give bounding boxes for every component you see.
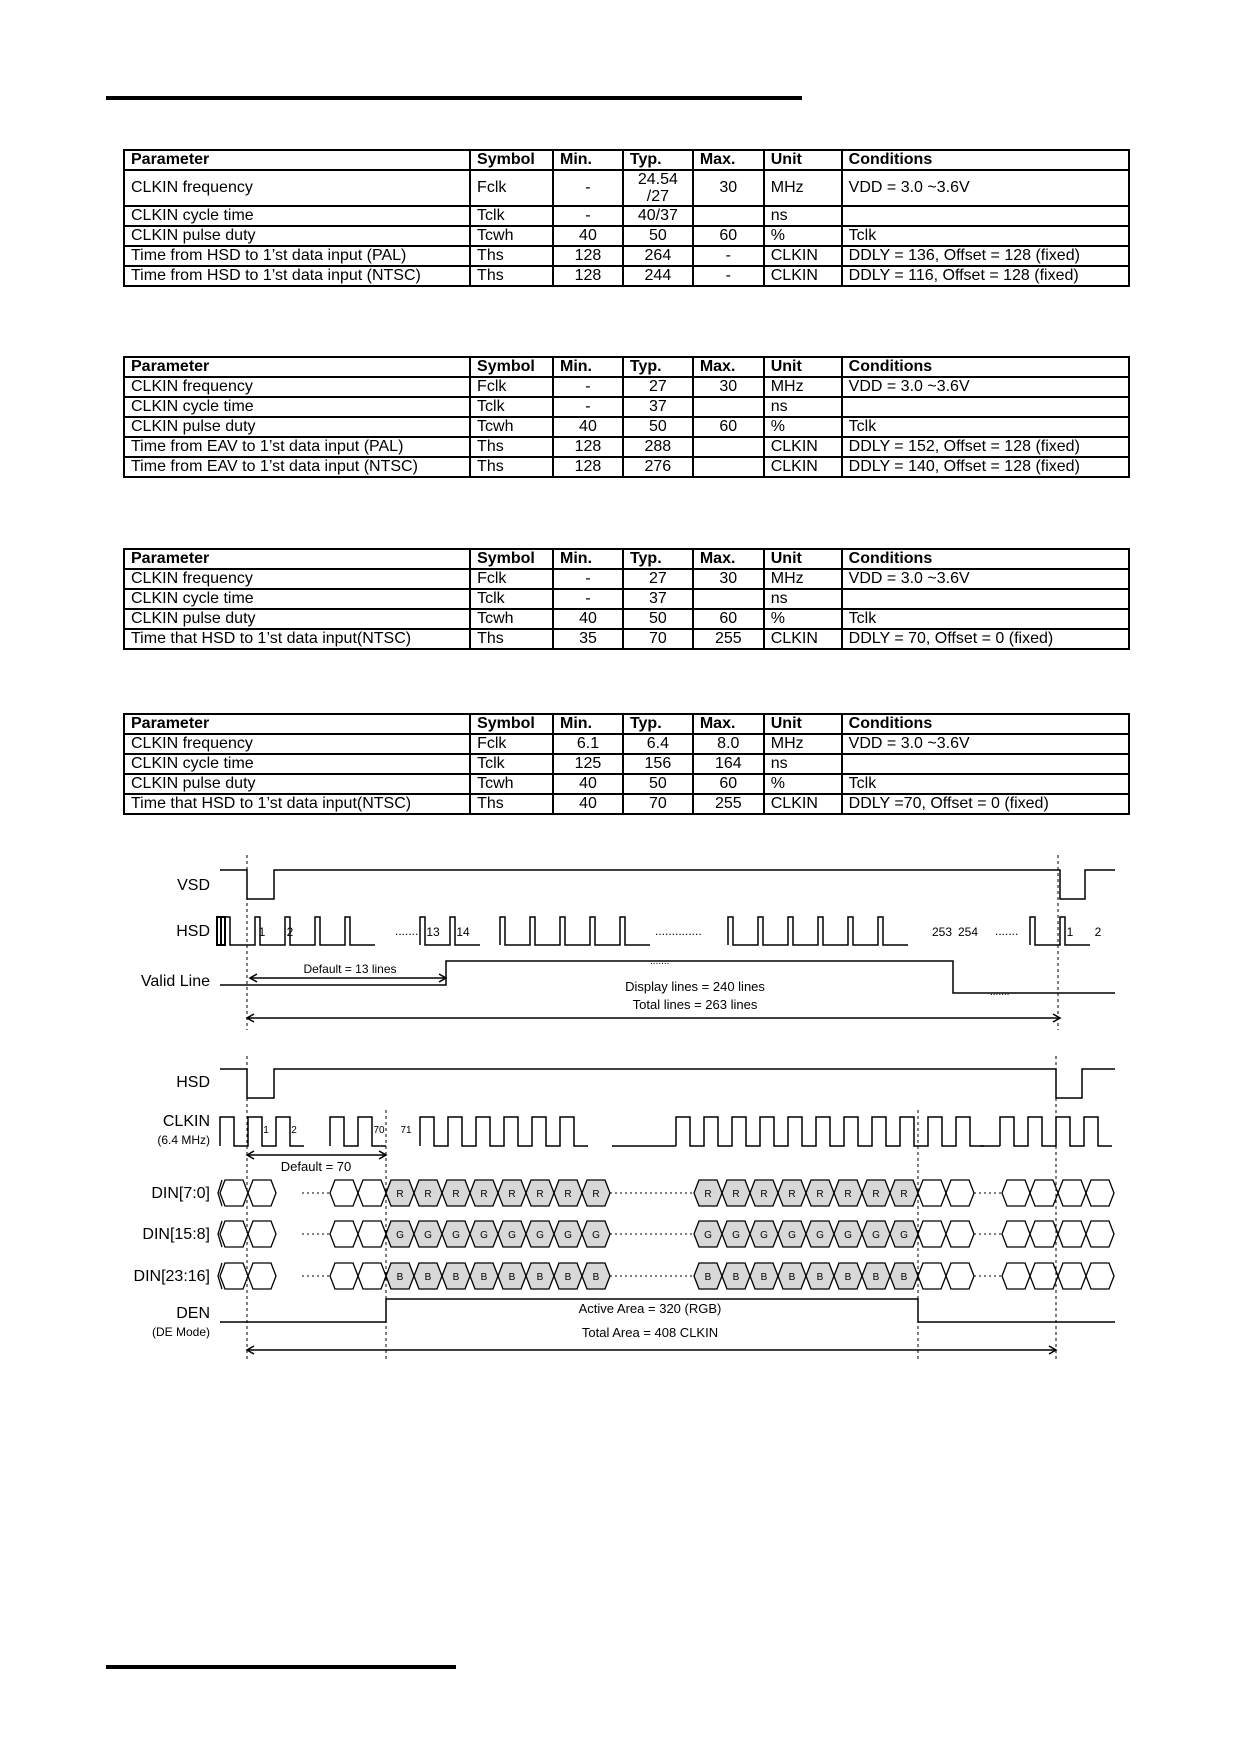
table-cell: Time from EAV to 1’st data input (NTSC)	[124, 457, 470, 477]
table-cell: 30	[693, 569, 764, 589]
din-23-16-byte-label: B	[872, 1272, 880, 1283]
table-cell: DDLY = 152, Offset = 128 (fixed)	[842, 437, 1129, 457]
hsd-waveform	[220, 1069, 1115, 1098]
column-header: Parameter	[124, 714, 470, 734]
hsd-pulse-number: 1	[258, 925, 266, 939]
column-header: Unit	[764, 357, 842, 377]
din-23-16-data-byte	[1086, 1263, 1114, 1289]
column-header: Conditions	[842, 150, 1129, 170]
table-cell: Tclk	[842, 609, 1129, 629]
table-cell: ns	[764, 206, 842, 226]
din-23-16-data-byte	[1058, 1263, 1086, 1289]
hsd-pulse-number: 14	[456, 925, 470, 939]
din-23-16-byte-label: B	[452, 1272, 460, 1283]
din-7-0-byte-label: R	[872, 1189, 880, 1200]
din-23-16-byte-label: B	[480, 1272, 488, 1283]
din-15-8-data-byte	[1058, 1221, 1086, 1247]
table-cell: Tclk	[842, 226, 1129, 246]
table-cell: %	[764, 609, 842, 629]
table-cell: VDD = 3.0 ~3.6V	[842, 734, 1129, 754]
din-23-16-data-byte	[1030, 1263, 1058, 1289]
table-cell: DDLY =70, Offset = 0 (fixed)	[842, 794, 1129, 814]
table-cell: 6.1	[553, 734, 623, 754]
table-cell: 128	[553, 437, 623, 457]
table-cell: 125	[553, 754, 623, 774]
din-23-16-byte-label: B	[424, 1272, 432, 1283]
table-cell: 70	[623, 794, 693, 814]
din-15-8-data-byte	[220, 1221, 248, 1247]
din-7-0-byte-label: R	[732, 1189, 740, 1200]
din-23-16-data-byte	[358, 1263, 386, 1289]
din-15-8-data-byte	[358, 1221, 386, 1247]
column-header: Unit	[764, 714, 842, 734]
column-header: Conditions	[842, 549, 1129, 569]
column-header: Parameter	[124, 357, 470, 377]
clkin-waveform	[420, 1117, 588, 1146]
table-cell: CLKIN	[764, 437, 842, 457]
din-7-0-byte-label: R	[508, 1189, 516, 1200]
column-header: Conditions	[842, 357, 1129, 377]
table-cell: 156	[623, 754, 693, 774]
hsd-waveform	[1030, 917, 1090, 945]
table-cell: 60	[693, 226, 764, 246]
table-cell: 255	[693, 629, 764, 649]
din-15-8-data-byte	[1030, 1221, 1058, 1247]
column-header: Min.	[553, 714, 623, 734]
table-cell: 264	[623, 246, 693, 266]
table-cell: 27	[623, 569, 693, 589]
din-7-0-data-byte	[1030, 1180, 1058, 1206]
table-cell: CLKIN	[764, 629, 842, 649]
table-cell: Time from HSD to 1’st data input (NTSC)	[124, 266, 470, 286]
column-header: Max.	[693, 549, 764, 569]
din-7-0-data-byte	[330, 1180, 358, 1206]
din-15-8-data-byte	[1002, 1221, 1030, 1247]
din-23-16-data-byte	[330, 1263, 358, 1289]
table-cell: 50	[623, 226, 693, 246]
din-23-16-byte-label: B	[844, 1272, 852, 1283]
table-cell: 60	[693, 774, 764, 794]
table-cell: VDD = 3.0 ~3.6V	[842, 377, 1129, 397]
table-cell: -	[553, 569, 623, 589]
horizontal-timing-diagram	[134, 1056, 1115, 1360]
table-cell: 8.0	[693, 734, 764, 754]
din-23-16-label: DIN[23:16]	[133, 1268, 210, 1285]
table-cell: Tclk	[842, 774, 1129, 794]
table-cell: Ths	[470, 629, 553, 649]
table-cell: 30	[693, 170, 764, 206]
din-23-16-data-byte	[1002, 1263, 1030, 1289]
column-header: Min.	[553, 150, 623, 170]
clkin-pulse-number: 70	[373, 1125, 385, 1136]
column-header: Min.	[553, 357, 623, 377]
den-label: DEN	[176, 1305, 210, 1322]
table-cell: 164	[693, 754, 764, 774]
clkin-frequency-label: (6.4 MHz)	[157, 1133, 210, 1147]
table-cell: 40	[553, 774, 623, 794]
table-cell: CLKIN frequency	[124, 569, 470, 589]
din-15-8-byte-label: G	[508, 1230, 516, 1241]
table-cell: 30	[693, 377, 764, 397]
column-header: Symbol	[470, 714, 553, 734]
table-cell: CLKIN frequency	[124, 377, 470, 397]
hsd-pulse-number: 2	[286, 925, 294, 939]
table-cell: 50	[623, 774, 693, 794]
din-7-0-byte-label: R	[592, 1189, 600, 1200]
din-7-0-data-byte	[918, 1180, 946, 1206]
table-cell: 40	[553, 417, 623, 437]
table-cell: Tclk	[470, 397, 553, 417]
table-cell: 128	[553, 246, 623, 266]
table-cell: CLKIN	[764, 246, 842, 266]
din-7-0-byte-label: R	[704, 1189, 712, 1200]
table-cell: MHz	[764, 170, 842, 206]
din-15-8-data-byte	[918, 1221, 946, 1247]
clkin-waveform	[676, 1117, 984, 1146]
table-cell: 288	[623, 437, 693, 457]
total-area-label: Total Area = 408 CLKIN	[581, 1325, 719, 1340]
table-cell: Tcwh	[470, 609, 553, 629]
din-23-16-byte-label: B	[816, 1272, 824, 1283]
hsd-pulse-number: 253	[931, 925, 953, 939]
din-15-8-data-byte	[248, 1221, 276, 1247]
column-header: Parameter	[124, 150, 470, 170]
column-header: Typ.	[623, 150, 693, 170]
din-7-0-byte-label: R	[424, 1189, 432, 1200]
table-cell: 60	[693, 417, 764, 437]
table-cell: Time that HSD to 1’st data input(NTSC)	[124, 794, 470, 814]
din-23-16-byte-label: B	[564, 1272, 572, 1283]
column-header: Typ.	[623, 714, 693, 734]
table-cell: Fclk	[470, 569, 553, 589]
din-23-16-byte-label: B	[788, 1272, 796, 1283]
table-cell: -	[693, 266, 764, 286]
table-cell: MHz	[764, 377, 842, 397]
table-cell: DDLY = 136, Offset = 128 (fixed)	[842, 246, 1129, 266]
table-cell: DDLY = 70, Offset = 0 (fixed)	[842, 629, 1129, 649]
table-cell: %	[764, 417, 842, 437]
table-cell: Ths	[470, 457, 553, 477]
din-15-8-byte-label: G	[900, 1230, 908, 1241]
din-7-0-data-byte	[946, 1180, 974, 1206]
table-cell: 255	[693, 794, 764, 814]
table-cell: %	[764, 774, 842, 794]
table-cell: MHz	[764, 569, 842, 589]
table-cell: CLKIN pulse duty	[124, 609, 470, 629]
column-header: Symbol	[470, 549, 553, 569]
table-cell: 60	[693, 609, 764, 629]
table-cell: -	[553, 377, 623, 397]
table-cell: 40	[553, 794, 623, 814]
din-7-0-label: DIN[7:0]	[151, 1185, 210, 1202]
din-23-16-data-byte	[220, 1263, 248, 1289]
table-cell: Time from HSD to 1’st data input (PAL)	[124, 246, 470, 266]
table-cell: Fclk	[470, 377, 553, 397]
din-23-16-byte-label: B	[508, 1272, 516, 1283]
din-15-8-byte-label: G	[732, 1230, 740, 1241]
table-cell: Tcwh	[470, 417, 553, 437]
active-area-label: Active Area = 320 (RGB)	[578, 1301, 722, 1316]
column-header: Max.	[693, 357, 764, 377]
clkin-pulse-number: 2	[291, 1125, 297, 1136]
column-header: Symbol	[470, 357, 553, 377]
table-cell: CLKIN frequency	[124, 734, 470, 754]
table-cell: 40	[553, 226, 623, 246]
clkin-label: CLKIN	[162, 1113, 210, 1130]
table-cell: 70	[623, 629, 693, 649]
table-cell: ns	[764, 397, 842, 417]
table-cell: 40	[553, 609, 623, 629]
table-cell: CLKIN	[764, 266, 842, 286]
din-7-0-data-byte	[1086, 1180, 1114, 1206]
din-23-16-data-byte	[248, 1263, 276, 1289]
vertical-timing-diagram	[141, 855, 1115, 1030]
table-cell: Tcwh	[470, 774, 553, 794]
table-cell: Fclk	[470, 170, 553, 206]
din-23-16-byte-label: B	[536, 1272, 544, 1283]
table-cell: Tclk	[470, 206, 553, 226]
table-cell: 37	[623, 397, 693, 417]
display-lines-label: Display lines = 240 lines	[625, 979, 765, 994]
din-7-0-data-byte	[358, 1180, 386, 1206]
hsd-pulse-number: 13	[426, 925, 440, 939]
din-15-8-byte-label: G	[760, 1230, 768, 1241]
total-lines-label: Total lines = 263 lines	[632, 997, 758, 1012]
din-7-0-byte-label: R	[900, 1189, 908, 1200]
hsd-pulse-number: 254	[957, 925, 979, 939]
ellipsis-dots: .......	[395, 924, 419, 938]
table-cell: CLKIN pulse duty	[124, 417, 470, 437]
din-15-8-byte-label: G	[592, 1230, 600, 1241]
din-15-8-data-byte	[946, 1221, 974, 1247]
clkin-pulse-number: 1	[263, 1125, 269, 1136]
ellipsis-dots: .......	[650, 956, 670, 967]
table-cell: CLKIN pulse duty	[124, 226, 470, 246]
table-cell: -	[553, 397, 623, 417]
table-cell: CLKIN cycle time	[124, 397, 470, 417]
vsd-label: VSD	[177, 877, 210, 894]
valid-line-label: Valid Line	[140, 973, 210, 990]
din-15-8-byte-label: G	[424, 1230, 432, 1241]
table-cell: 276	[623, 457, 693, 477]
hsd-waveform	[500, 917, 650, 945]
table-cell: CLKIN	[764, 794, 842, 814]
ellipsis-dots: ..............	[655, 924, 702, 938]
din-15-8-data-byte	[330, 1221, 358, 1247]
din-7-0-byte-label: R	[816, 1189, 824, 1200]
column-header: Parameter	[124, 549, 470, 569]
table-cell: CLKIN pulse duty	[124, 774, 470, 794]
din-7-0-byte-label: R	[452, 1189, 460, 1200]
column-header: Unit	[764, 150, 842, 170]
din-23-16-byte-label: B	[592, 1272, 600, 1283]
column-header: Typ.	[623, 549, 693, 569]
table-cell: CLKIN frequency	[124, 170, 470, 206]
table-cell: -	[553, 170, 623, 206]
din-15-8-byte-label: G	[872, 1230, 880, 1241]
din-15-8-label: DIN[15:8]	[142, 1226, 210, 1243]
ellipsis-dots: .......	[990, 987, 1010, 998]
table-cell: 244	[623, 266, 693, 286]
din-15-8-byte-label: G	[816, 1230, 824, 1241]
din-7-0-byte-label: R	[564, 1189, 572, 1200]
din-23-16-byte-label: B	[732, 1272, 740, 1283]
din-15-8-byte-label: G	[704, 1230, 712, 1241]
column-header: Symbol	[470, 150, 553, 170]
din-7-0-data-byte	[220, 1180, 248, 1206]
table-cell: 35	[553, 629, 623, 649]
default-lines-label: Default = 13 lines	[303, 962, 397, 976]
ellipsis-dots: .......	[995, 924, 1019, 938]
column-header: Unit	[764, 549, 842, 569]
clkin-pulse-number: 71	[400, 1125, 412, 1136]
table-cell: Tcwh	[470, 226, 553, 246]
din-23-16-data-byte	[946, 1263, 974, 1289]
table-cell: VDD = 3.0 ~3.6V	[842, 170, 1129, 206]
din-7-0-byte-label: R	[396, 1189, 404, 1200]
table-cell: 27	[623, 377, 693, 397]
table-cell: ns	[764, 589, 842, 609]
table-cell: 37	[623, 589, 693, 609]
din-23-16-data-byte	[918, 1263, 946, 1289]
table-cell: CLKIN	[764, 457, 842, 477]
table-cell: 24.54 /27	[623, 170, 693, 206]
table-cell: %	[764, 226, 842, 246]
table-cell: Ths	[470, 266, 553, 286]
vsd-waveform	[220, 870, 1115, 899]
din-23-16-byte-label: B	[396, 1272, 404, 1283]
column-header: Max.	[693, 150, 764, 170]
table-cell: Time from EAV to 1’st data input (PAL)	[124, 437, 470, 457]
din-15-8-byte-label: G	[844, 1230, 852, 1241]
table-cell: 50	[623, 417, 693, 437]
din-7-0-data-byte	[1002, 1180, 1030, 1206]
table-cell: Tclk	[470, 754, 553, 774]
table-cell: Ths	[470, 794, 553, 814]
hsd-label: HSD	[176, 1074, 210, 1091]
din-15-8-byte-label: G	[536, 1230, 544, 1241]
hsd-label: HSD	[176, 923, 210, 940]
din-15-8-byte-label: G	[452, 1230, 460, 1241]
table-cell: DDLY = 140, Offset = 128 (fixed)	[842, 457, 1129, 477]
table-cell: Tclk	[842, 417, 1129, 437]
table-cell: VDD = 3.0 ~3.6V	[842, 569, 1129, 589]
table-cell: 50	[623, 609, 693, 629]
table-cell: CLKIN cycle time	[124, 754, 470, 774]
table-cell: -	[693, 246, 764, 266]
hsd-pulse-number: 2	[1094, 925, 1102, 939]
column-header: Max.	[693, 714, 764, 734]
table-cell: DDLY = 116, Offset = 128 (fixed)	[842, 266, 1129, 286]
hsd-waveform	[728, 917, 908, 945]
table-cell: -	[553, 206, 623, 226]
din-7-0-byte-label: R	[760, 1189, 768, 1200]
din-7-0-byte-label: R	[536, 1189, 544, 1200]
column-header: Min.	[553, 549, 623, 569]
column-header: Conditions	[842, 714, 1129, 734]
din-23-16-byte-label: B	[760, 1272, 768, 1283]
default-70-label: Default = 70	[280, 1159, 352, 1174]
table-cell: 128	[553, 457, 623, 477]
table-cell: CLKIN cycle time	[124, 206, 470, 226]
table-cell: 6.4	[623, 734, 693, 754]
din-7-0-data-byte	[248, 1180, 276, 1206]
din-7-0-byte-label: R	[788, 1189, 796, 1200]
hsd-pulse-number: 1	[1066, 925, 1074, 939]
table-cell: ns	[764, 754, 842, 774]
table-cell: -	[553, 589, 623, 609]
table-cell: Ths	[470, 437, 553, 457]
din-15-8-byte-label: G	[564, 1230, 572, 1241]
din-15-8-data-byte	[1086, 1221, 1114, 1247]
din-15-8-byte-label: G	[396, 1230, 404, 1241]
table-cell: 128	[553, 266, 623, 286]
din-23-16-byte-label: B	[704, 1272, 712, 1283]
din-15-8-byte-label: G	[480, 1230, 488, 1241]
table-cell: Ths	[470, 246, 553, 266]
table-cell: MHz	[764, 734, 842, 754]
table-cell: Tclk	[470, 589, 553, 609]
den-mode-label: (DE Mode)	[151, 1325, 210, 1339]
table-cell: 40/37	[623, 206, 693, 226]
din-7-0-byte-label: R	[844, 1189, 852, 1200]
table-cell: Fclk	[470, 734, 553, 754]
column-header: Typ.	[623, 357, 693, 377]
table-cell: CLKIN cycle time	[124, 589, 470, 609]
din-23-16-byte-label: B	[900, 1272, 908, 1283]
din-7-0-byte-label: R	[480, 1189, 488, 1200]
din-15-8-byte-label: G	[788, 1230, 796, 1241]
table-cell: Time that HSD to 1’st data input(NTSC)	[124, 629, 470, 649]
din-7-0-data-byte	[1058, 1180, 1086, 1206]
